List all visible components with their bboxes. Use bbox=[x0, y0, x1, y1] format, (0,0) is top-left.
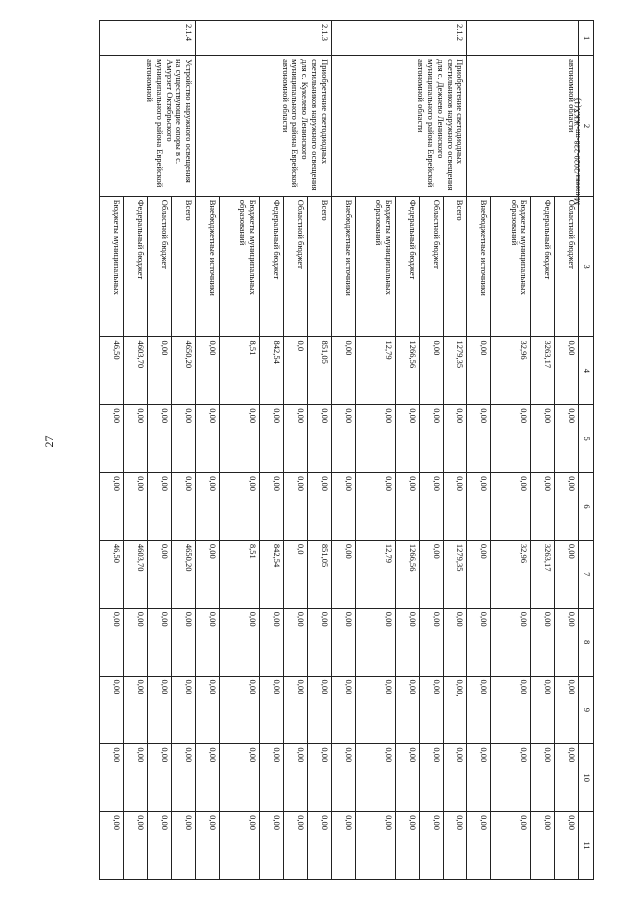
value-cell: 851,05 bbox=[307, 337, 331, 405]
value-cell: 0,00 bbox=[355, 405, 395, 473]
value-cell: 0,00 bbox=[443, 812, 467, 880]
value-cell: 0,00 bbox=[467, 744, 491, 812]
value-cell: 0,00 bbox=[555, 473, 579, 541]
value-cell: 0,00 bbox=[100, 405, 124, 473]
value-cell: 0,00 bbox=[148, 337, 172, 405]
table-row bbox=[555, 21, 579, 880]
value-cell: 1266,56 bbox=[395, 540, 419, 608]
value-cell: 0,00 bbox=[555, 676, 579, 744]
funding-source-cell: Бюджеты муниципальных образований bbox=[355, 196, 395, 337]
value-cell: 0,00 bbox=[259, 744, 283, 812]
value-cell: 0,00 bbox=[331, 676, 355, 744]
value-cell: 0,00 bbox=[419, 676, 443, 744]
value-cell: 0,00 bbox=[419, 812, 443, 880]
funding-source-cell: Федеральный бюджет bbox=[395, 196, 419, 337]
value-cell: 1266,56 bbox=[395, 337, 419, 405]
funding-source-cell: Областной бюджет bbox=[419, 196, 443, 337]
value-cell: 0,00 bbox=[467, 405, 491, 473]
value-cell: 0,00 bbox=[148, 540, 172, 608]
page-number: 27 bbox=[42, 435, 56, 448]
value-cell: 842,54 bbox=[259, 337, 283, 405]
value-cell: 0,00 bbox=[148, 473, 172, 541]
item-description-cell: Приобретение светодиодных светильников наружного освещения для с. Кукелево Ленинского муниципального района Еврейской автономной области bbox=[196, 56, 332, 197]
value-cell: 0,00 bbox=[555, 540, 579, 608]
value-cell: 0,00 bbox=[124, 744, 148, 812]
funding-source-cell: Всего bbox=[172, 196, 196, 337]
value-cell: 0,00 bbox=[395, 812, 419, 880]
value-cell: 0,00 bbox=[100, 676, 124, 744]
value-cell: 0,00 bbox=[124, 608, 148, 676]
item-number-cell bbox=[467, 21, 579, 56]
value-cell: 0,00 bbox=[148, 608, 172, 676]
value-cell: 4603,70 bbox=[124, 540, 148, 608]
value-cell: 0,00 bbox=[419, 744, 443, 812]
value-cell: 0,00 bbox=[555, 812, 579, 880]
value-cell: 0,00 bbox=[172, 676, 196, 744]
funding-source-cell: Бюджеты муниципальных bbox=[100, 196, 124, 337]
value-cell: 0,00 bbox=[355, 676, 395, 744]
value-cell: 0,00 bbox=[491, 608, 531, 676]
value-cell: 46,50 bbox=[100, 337, 124, 405]
value-cell: 0,00 bbox=[148, 405, 172, 473]
funding-source-cell: Федеральный бюджет bbox=[531, 196, 555, 337]
value-cell: 0,00 bbox=[491, 676, 531, 744]
value-cell: 0,00 bbox=[307, 676, 331, 744]
value-cell: 0,00 bbox=[196, 676, 220, 744]
value-cell: 0,00 bbox=[148, 676, 172, 744]
document-code: Минеева/2020-238-пп-ЖКХ(1) bbox=[573, 98, 582, 205]
value-cell: 0,00 bbox=[467, 337, 491, 405]
column-header: 7 bbox=[579, 540, 594, 608]
column-header: 3 bbox=[579, 196, 594, 337]
value-cell: 0,00 bbox=[148, 744, 172, 812]
value-cell: 4650,20 bbox=[172, 540, 196, 608]
value-cell: 0,00 bbox=[555, 744, 579, 812]
funding-source-cell: Всего bbox=[443, 196, 467, 337]
value-cell: 0,00 bbox=[331, 473, 355, 541]
value-cell: 0,00 bbox=[220, 473, 260, 541]
value-cell: 46,50 bbox=[100, 540, 124, 608]
item-number-cell: 2.1.4 bbox=[100, 21, 196, 56]
value-cell: 0,00 bbox=[196, 473, 220, 541]
value-cell: 4603,70 bbox=[124, 337, 148, 405]
value-cell: 0,00 bbox=[467, 608, 491, 676]
value-cell: 0,00 bbox=[331, 744, 355, 812]
value-cell: 0,00 bbox=[331, 608, 355, 676]
value-cell: 0,00 bbox=[283, 405, 307, 473]
value-cell: 0,00 bbox=[355, 608, 395, 676]
value-cell: 0,00 bbox=[555, 337, 579, 405]
value-cell: 1279,35 bbox=[443, 540, 467, 608]
column-header: 9 bbox=[579, 676, 594, 744]
item-description-cell: Приобретение светодиодных светильников наружного освещения для с. Дежнево Ленинского муниципального района Еврейской автономной области bbox=[331, 56, 467, 197]
value-cell: 0,00 bbox=[395, 473, 419, 541]
value-cell: 0,00 bbox=[355, 812, 395, 880]
column-header: 5 bbox=[579, 405, 594, 473]
table-body bbox=[100, 21, 579, 880]
value-cell: 0,00 bbox=[100, 473, 124, 541]
value-cell: 0,00 bbox=[419, 405, 443, 473]
value-cell: 0,00 bbox=[124, 676, 148, 744]
value-cell: 0,00 bbox=[531, 744, 555, 812]
header-row bbox=[579, 21, 594, 880]
value-cell: 0,00 bbox=[531, 473, 555, 541]
value-cell: 0,00 bbox=[283, 744, 307, 812]
value-cell: 0,00 bbox=[491, 744, 531, 812]
value-cell: 0,00 bbox=[395, 744, 419, 812]
value-cell: 12,79 bbox=[355, 337, 395, 405]
value-cell: 0,00 bbox=[307, 744, 331, 812]
value-cell: 0,00 bbox=[196, 608, 220, 676]
funding-source-cell: Внебюджетные источники bbox=[331, 196, 355, 337]
value-cell: 0,00 bbox=[491, 405, 531, 473]
value-cell: 8,51 bbox=[220, 337, 260, 405]
value-cell: 0,00 bbox=[395, 405, 419, 473]
value-cell: 0,00 bbox=[259, 676, 283, 744]
value-cell: 0,00 bbox=[531, 676, 555, 744]
value-cell: 0,00 bbox=[491, 812, 531, 880]
value-cell: 0,00 bbox=[220, 405, 260, 473]
value-cell: 0,00 bbox=[196, 337, 220, 405]
funding-source-cell: Областной бюджет bbox=[555, 196, 579, 337]
value-cell: 0,00 bbox=[148, 812, 172, 880]
value-cell: 12,79 bbox=[355, 540, 395, 608]
value-cell: 0,00, bbox=[443, 676, 467, 744]
value-cell: 0,00 bbox=[259, 473, 283, 541]
value-cell: 851,05 bbox=[307, 540, 331, 608]
value-cell: 3263,17 bbox=[531, 540, 555, 608]
value-cell: 0,00 bbox=[124, 473, 148, 541]
value-cell: 4650,20 bbox=[172, 337, 196, 405]
value-cell: 3263,17 bbox=[531, 337, 555, 405]
value-cell: 0,00 bbox=[220, 812, 260, 880]
funding-source-cell: Областной бюджет bbox=[283, 196, 307, 337]
value-cell: 0,00 bbox=[443, 473, 467, 541]
value-cell: 0,00 bbox=[395, 676, 419, 744]
value-cell: 0,00 bbox=[395, 608, 419, 676]
item-number-cell: 2.1.2 bbox=[331, 21, 467, 56]
value-cell: 0,00 bbox=[467, 812, 491, 880]
table-rotated-container bbox=[99, 20, 594, 880]
value-cell: 32,96 bbox=[491, 540, 531, 608]
value-cell: 0,00 bbox=[283, 608, 307, 676]
budget-table bbox=[99, 20, 594, 880]
value-cell: 0,00 bbox=[100, 608, 124, 676]
funding-source-cell: Внебюджетные источники bbox=[467, 196, 491, 337]
funding-source-cell: Внебюджетные источники bbox=[196, 196, 220, 337]
value-cell: 0,00 bbox=[259, 812, 283, 880]
value-cell: 0,00 bbox=[172, 812, 196, 880]
value-cell: 0,00 bbox=[172, 473, 196, 541]
value-cell: 0,0 bbox=[283, 337, 307, 405]
value-cell: 0,00 bbox=[172, 405, 196, 473]
item-description-cell: Устройство наружного освещения на существующие опоры в с. Амурзет Октябрьского муниципального района Еврейской автономной bbox=[100, 56, 196, 197]
column-header: 8 bbox=[579, 608, 594, 676]
value-cell: 0,00 bbox=[124, 812, 148, 880]
funding-source-cell: Областной бюджет bbox=[148, 196, 172, 337]
value-cell: 0,00 bbox=[220, 676, 260, 744]
funding-source-cell: Федеральный бюджет bbox=[124, 196, 148, 337]
value-cell: 0,00 bbox=[196, 812, 220, 880]
item-number-cell: 2.1.3 bbox=[196, 21, 332, 56]
value-cell: 0,00 bbox=[355, 473, 395, 541]
value-cell: 0,00 bbox=[531, 405, 555, 473]
table-row bbox=[443, 21, 467, 880]
value-cell: 0,00 bbox=[331, 405, 355, 473]
value-cell: 1279,35 bbox=[443, 337, 467, 405]
value-cell: 0,00 bbox=[467, 676, 491, 744]
value-cell: 0,00 bbox=[172, 744, 196, 812]
value-cell: 0,00 bbox=[491, 473, 531, 541]
value-cell: 0,00 bbox=[100, 812, 124, 880]
value-cell: 0,00 bbox=[220, 608, 260, 676]
value-cell: 0,00 bbox=[100, 744, 124, 812]
value-cell: 0,00 bbox=[283, 676, 307, 744]
value-cell: 0,00 bbox=[307, 473, 331, 541]
value-cell: 0,00 bbox=[331, 540, 355, 608]
value-cell: 0,00 bbox=[443, 405, 467, 473]
value-cell: 0,0 bbox=[283, 540, 307, 608]
value-cell: 0,00 bbox=[307, 405, 331, 473]
table-row bbox=[307, 21, 331, 880]
column-header: 2 bbox=[579, 56, 594, 197]
value-cell: 0,00 bbox=[419, 337, 443, 405]
column-header: 11 bbox=[579, 812, 594, 880]
value-cell: 0,00 bbox=[283, 473, 307, 541]
column-header: 6 bbox=[579, 473, 594, 541]
value-cell: 0,00 bbox=[355, 744, 395, 812]
column-header: 10 bbox=[579, 744, 594, 812]
table-row bbox=[172, 21, 196, 880]
value-cell: 0,00 bbox=[419, 608, 443, 676]
value-cell: 0,00 bbox=[419, 540, 443, 608]
value-cell: 8,51 bbox=[220, 540, 260, 608]
funding-source-cell: Федеральный бюджет bbox=[259, 196, 283, 337]
value-cell: 842,54 bbox=[259, 540, 283, 608]
value-cell: 0,00 bbox=[467, 473, 491, 541]
value-cell: 0,00 bbox=[467, 540, 491, 608]
item-description-cell: автономной области bbox=[467, 56, 579, 197]
column-header: 1 bbox=[579, 21, 594, 56]
value-cell: 0,00 bbox=[220, 744, 260, 812]
value-cell: 0,00 bbox=[172, 608, 196, 676]
value-cell: 0,00 bbox=[419, 473, 443, 541]
value-cell: 0,00 bbox=[283, 812, 307, 880]
funding-source-cell: Бюджеты муниципальных образований bbox=[491, 196, 531, 337]
value-cell: 32,96 bbox=[491, 337, 531, 405]
funding-source-cell: Бюджеты муниципальных образований bbox=[220, 196, 260, 337]
value-cell: 0,00 bbox=[531, 812, 555, 880]
value-cell: 0,00 bbox=[331, 337, 355, 405]
value-cell: 0,00 bbox=[307, 812, 331, 880]
value-cell: 0,00 bbox=[555, 608, 579, 676]
value-cell: 0,00 bbox=[531, 608, 555, 676]
value-cell: 0,00 bbox=[331, 812, 355, 880]
value-cell: 0,00 bbox=[124, 405, 148, 473]
value-cell: 0,00 bbox=[196, 405, 220, 473]
value-cell: 0,00 bbox=[196, 540, 220, 608]
value-cell: 0,00 bbox=[555, 405, 579, 473]
value-cell: 0,00 bbox=[307, 608, 331, 676]
value-cell: 0,00 bbox=[259, 608, 283, 676]
value-cell: 0,00 bbox=[443, 744, 467, 812]
value-cell: 0,00 bbox=[196, 744, 220, 812]
column-header: 4 bbox=[579, 337, 594, 405]
value-cell: 0,00 bbox=[259, 405, 283, 473]
funding-source-cell: Всего bbox=[307, 196, 331, 337]
value-cell: 0,00 bbox=[443, 608, 467, 676]
